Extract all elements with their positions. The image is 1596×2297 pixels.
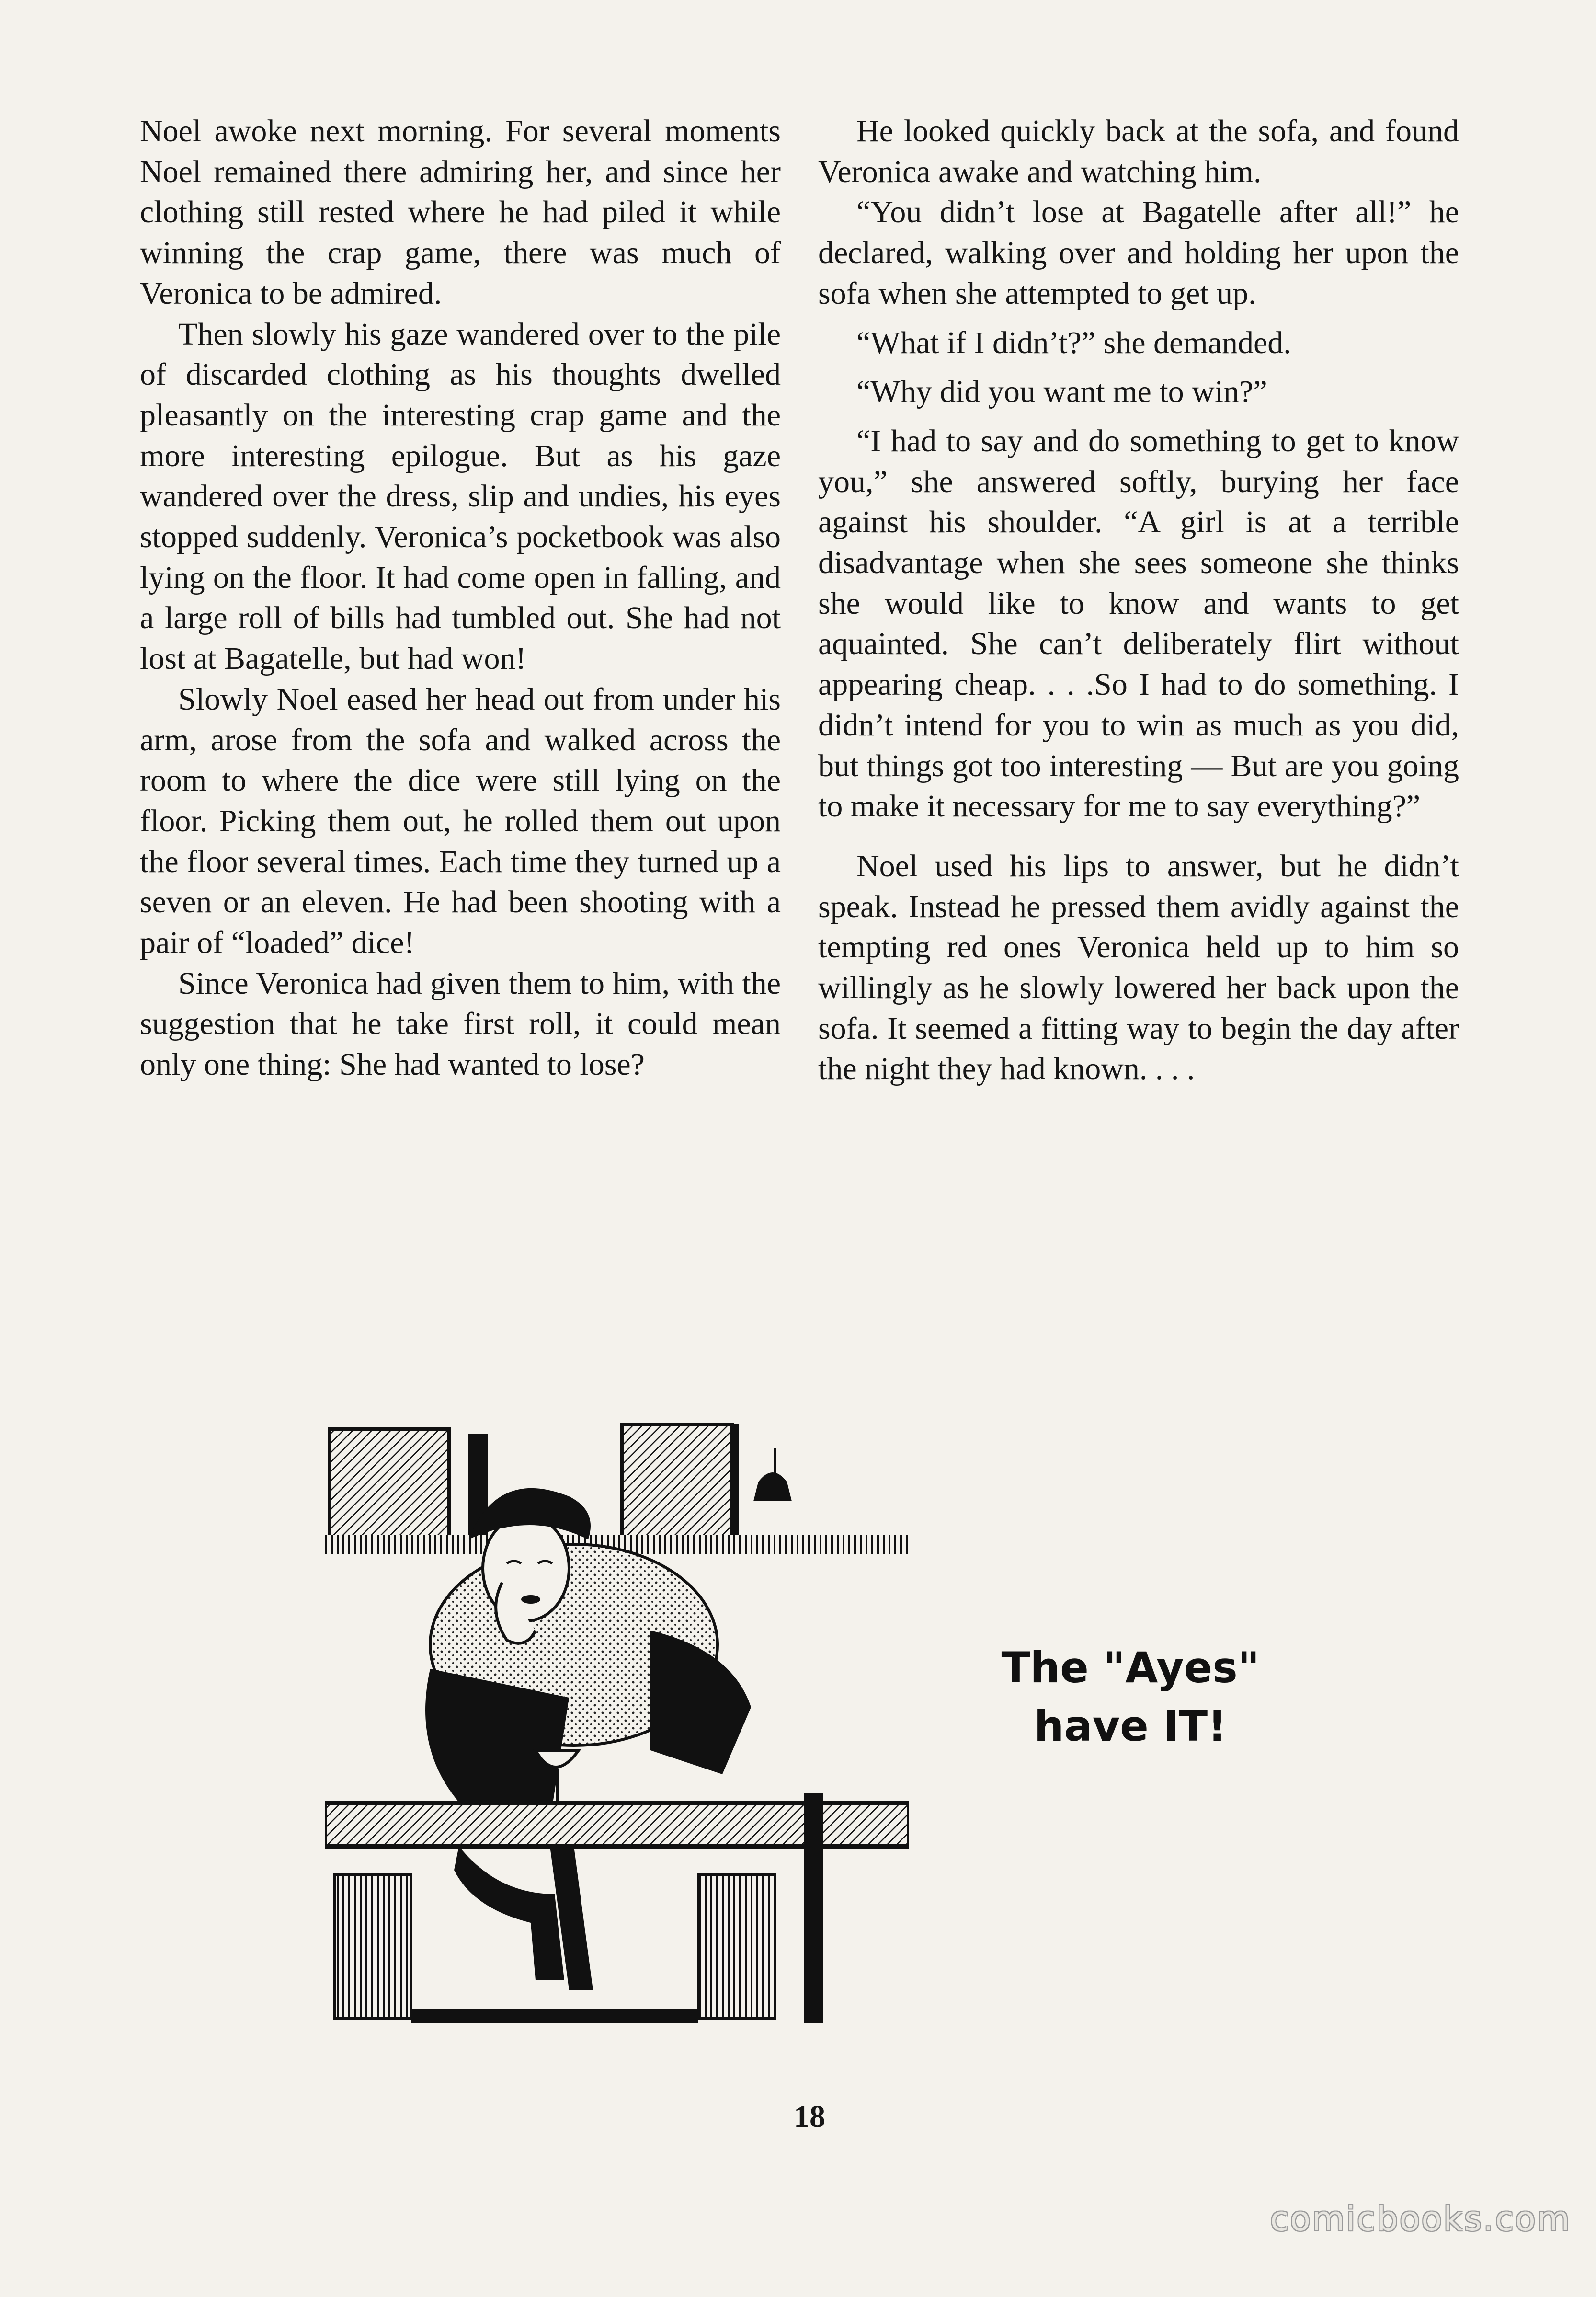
illustration-caption	[982, 1639, 1279, 1756]
paragraph: “Why did you want me to win?”	[856, 374, 1267, 410]
right-text-column	[818, 111, 1459, 1090]
caption-line: have IT!	[1034, 1701, 1227, 1751]
paragraph: Then slowly his gaze wandered over to the pile of discarded clothing as his thoughts dwelled pleasantly on the interesting crap game and the more interesting epilogue. But as his gaze wandered over the dress, slip and undies, his eyes stopped suddenly. Veronica’s pocketbook was also lying on the floor. It had come open in falling, and a large roll of bills had tumbled out. She had not lost at Bagatelle, but had won!	[140, 316, 781, 677]
paragraph: He looked quickly back at the sofa, and found Veronica awake and watching him.	[818, 114, 1459, 189]
paragraph: Noel awoke next morning. For several moments Noel remained there admiring her, and since her clothing still rested where he had piled it while winning the crap game, there was much of Veronica to be admired.	[140, 114, 781, 311]
paragraph: Since Veronica had given them to him, with the suggestion that he take first roll, it could mean only one thing: She had wanted to lose?	[140, 965, 781, 1082]
paragraph: “I had to say and do something to get to know you,” she answered softly, burying her face against his shoulder. “A girl is at a terrible disadvantage when she sees someone she thinks she would like to know and wants to get aquainted. She can’t deliberately flirt without appearing cheap. . . .So I had to do something. I didn’t intend for you to win as much as you did, but things got too interesting — But are you going to make it necessary for me to say everything?”	[818, 423, 1459, 824]
page-number: 18	[794, 2099, 825, 2134]
watermark: comicbooks.com	[1270, 2199, 1571, 2239]
left-text-column	[140, 111, 781, 1085]
paragraph: Slowly Noel eased her head out from under his arm, arose from the sofa and walked across the room to where the dice were still lying on the floor. Picking them out, he rolled them out upon the floor several times. Each time they turned up a seven or an eleven. He had been shooting with a pair of “loaded” dice!	[140, 681, 781, 961]
paragraph: “What if I didn’t?” she demanded.	[856, 325, 1291, 360]
cartoon-illustration	[325, 1420, 909, 2026]
paragraph: Noel used his lips to answer, but he didn’t speak. Instead he pressed them avidly against the tempting red ones Veronica held up to him so willingly as he slowly lowered her back upon the sofa. It seemed a fitting way to begin the day after the night they had known. . . .	[818, 848, 1459, 1087]
caption-line: The "Ayes"	[1001, 1643, 1260, 1692]
paragraph: “You didn’t lose at Bagatelle after all!” he declared, walking over and holding her upon the sofa when she attempted to get up.	[818, 195, 1459, 311]
